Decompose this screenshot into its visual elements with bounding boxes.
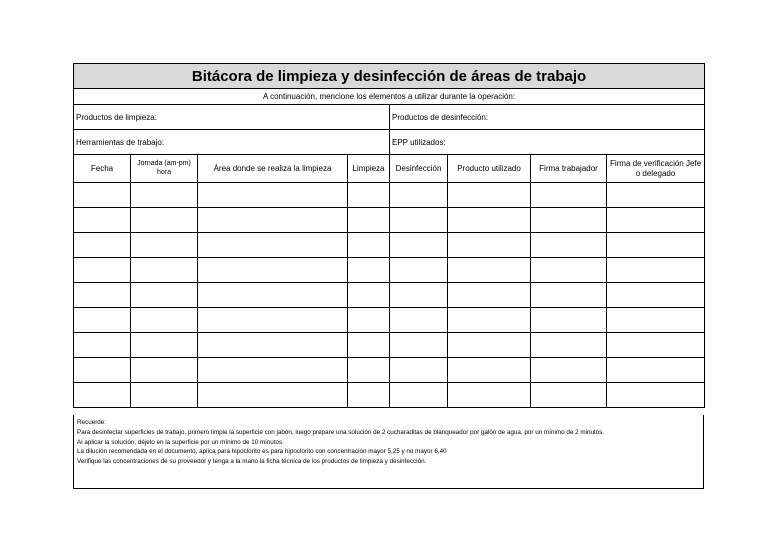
- table-cell[interactable]: [390, 333, 448, 358]
- table-cell[interactable]: [131, 358, 198, 383]
- work-tools-field[interactable]: Herramientas de trabajo:: [74, 130, 390, 155]
- table-cell[interactable]: [448, 358, 531, 383]
- table-cell[interactable]: [390, 258, 448, 283]
- table-cell[interactable]: [448, 333, 531, 358]
- table-cell[interactable]: [198, 208, 348, 233]
- table-cell[interactable]: [448, 183, 531, 208]
- table-cell[interactable]: [198, 258, 348, 283]
- table-cell[interactable]: [607, 383, 705, 408]
- table-row: [74, 233, 705, 258]
- table-cell[interactable]: [607, 258, 705, 283]
- notes-heading: Recuerde:: [77, 419, 107, 426]
- cleaning-products-field[interactable]: Productos de limpieza:: [74, 105, 390, 130]
- table-row: [74, 183, 705, 208]
- table-cell[interactable]: [531, 308, 607, 333]
- table-cell[interactable]: [448, 258, 531, 283]
- table-header-row: [74, 155, 705, 183]
- table-cell[interactable]: [607, 308, 705, 333]
- table-cell[interactable]: [390, 183, 448, 208]
- table-cell[interactable]: [198, 283, 348, 308]
- table-cell[interactable]: [74, 183, 131, 208]
- table-cell[interactable]: [607, 208, 705, 233]
- col-header-limpieza: Limpieza: [348, 155, 390, 183]
- table-cell[interactable]: [131, 258, 198, 283]
- table-row: [74, 258, 705, 283]
- table-cell[interactable]: [131, 233, 198, 258]
- table-cell[interactable]: [390, 233, 448, 258]
- table-cell[interactable]: [74, 383, 131, 408]
- col-header-fecha: Fecha: [74, 155, 131, 183]
- form-subtitle: A continuación, mencione los elementos a utilizar durante la operación:: [74, 89, 705, 105]
- table-cell[interactable]: [531, 233, 607, 258]
- table-cell[interactable]: [131, 333, 198, 358]
- notes-box: [73, 415, 704, 489]
- table-cell[interactable]: [448, 233, 531, 258]
- table-cell[interactable]: [348, 358, 390, 383]
- table-cell[interactable]: [531, 283, 607, 308]
- table-cell[interactable]: [131, 383, 198, 408]
- note-line: Al aplicar la solución, déjelo en la superficie por un mínimo de 10 minutos.: [77, 438, 284, 446]
- table-cell[interactable]: [131, 183, 198, 208]
- col-header-firma-verificacion: Firma de verificación Jefe o delegado: [607, 155, 705, 183]
- table-cell[interactable]: [607, 333, 705, 358]
- table-cell[interactable]: [198, 358, 348, 383]
- table-cell[interactable]: [348, 258, 390, 283]
- table-cell[interactable]: [531, 183, 607, 208]
- table-cell[interactable]: [531, 358, 607, 383]
- table-cell[interactable]: [448, 308, 531, 333]
- table-cell[interactable]: [448, 208, 531, 233]
- table-cell[interactable]: [198, 383, 348, 408]
- table-cell[interactable]: [448, 283, 531, 308]
- table-cell[interactable]: [198, 233, 348, 258]
- table-cell[interactable]: [131, 283, 198, 308]
- table-cell[interactable]: [74, 233, 131, 258]
- table-cell[interactable]: [348, 283, 390, 308]
- note-line: La dilución recomendada en el documento, aplica para hipoclorito es para hipoclorito con concentración mayor 5,25 y no mayor 6,40: [77, 448, 447, 456]
- table-cell[interactable]: [74, 333, 131, 358]
- table-cell[interactable]: [390, 383, 448, 408]
- table-cell[interactable]: [348, 308, 390, 333]
- table-cell[interactable]: [348, 333, 390, 358]
- table-cell[interactable]: [74, 358, 131, 383]
- table-cell[interactable]: [74, 308, 131, 333]
- table-cell[interactable]: [448, 383, 531, 408]
- table-cell[interactable]: [607, 233, 705, 258]
- table-cell[interactable]: [131, 308, 198, 333]
- col-header-jornada: Jornada (am-pm) hora: [131, 155, 198, 183]
- table-cell[interactable]: [390, 208, 448, 233]
- table-cell[interactable]: [131, 208, 198, 233]
- table-cell[interactable]: [198, 183, 348, 208]
- cleaning-log-form: [73, 63, 704, 408]
- note-line: Verifique las concentraciones de su proveedor y tenga a la mano la ficha técnica de los productos de limpieza y desinfección.: [77, 458, 427, 466]
- table-row: [74, 383, 705, 408]
- table-row: [74, 358, 705, 383]
- log-table: [73, 63, 705, 408]
- table-cell[interactable]: [607, 283, 705, 308]
- table-row: [74, 333, 705, 358]
- table-cell[interactable]: [531, 208, 607, 233]
- table-cell[interactable]: [74, 283, 131, 308]
- table-row: [74, 283, 705, 308]
- col-header-producto: Producto utilizado: [448, 155, 531, 183]
- note-line: Para desinfectar superficies de trabajo, primero limpie la superficie con jabón, luego prepare una solución de 2 cucharaditas de blanqueador por galón de agua, por un mínimo de 2 minutos.: [77, 428, 605, 436]
- log-rows: [74, 183, 705, 408]
- table-cell[interactable]: [390, 358, 448, 383]
- table-cell[interactable]: [531, 333, 607, 358]
- table-cell[interactable]: [74, 258, 131, 283]
- ppe-used-field[interactable]: EPP utilizados:: [390, 130, 705, 155]
- table-cell[interactable]: [198, 333, 348, 358]
- table-cell[interactable]: [607, 358, 705, 383]
- table-cell[interactable]: [390, 283, 448, 308]
- table-row: [74, 208, 705, 233]
- table-cell[interactable]: [607, 183, 705, 208]
- table-cell[interactable]: [531, 383, 607, 408]
- table-cell[interactable]: [198, 308, 348, 333]
- col-header-firma-trabajador: Firma trabajador: [531, 155, 607, 183]
- col-header-area: Área donde se realiza la limpieza: [198, 155, 348, 183]
- table-cell[interactable]: [74, 208, 131, 233]
- table-cell[interactable]: [348, 383, 390, 408]
- table-cell[interactable]: [390, 308, 448, 333]
- disinfection-products-field[interactable]: Productos de desinfección:: [390, 105, 705, 130]
- table-cell[interactable]: [348, 183, 390, 208]
- table-cell[interactable]: [348, 233, 390, 258]
- table-cell[interactable]: [348, 208, 390, 233]
- col-header-desinfeccion: Desinfección: [390, 155, 448, 183]
- table-cell[interactable]: [531, 258, 607, 283]
- form-title: Bitácora de limpieza y desinfección de áreas de trabajo: [74, 64, 705, 89]
- table-row: [74, 308, 705, 333]
